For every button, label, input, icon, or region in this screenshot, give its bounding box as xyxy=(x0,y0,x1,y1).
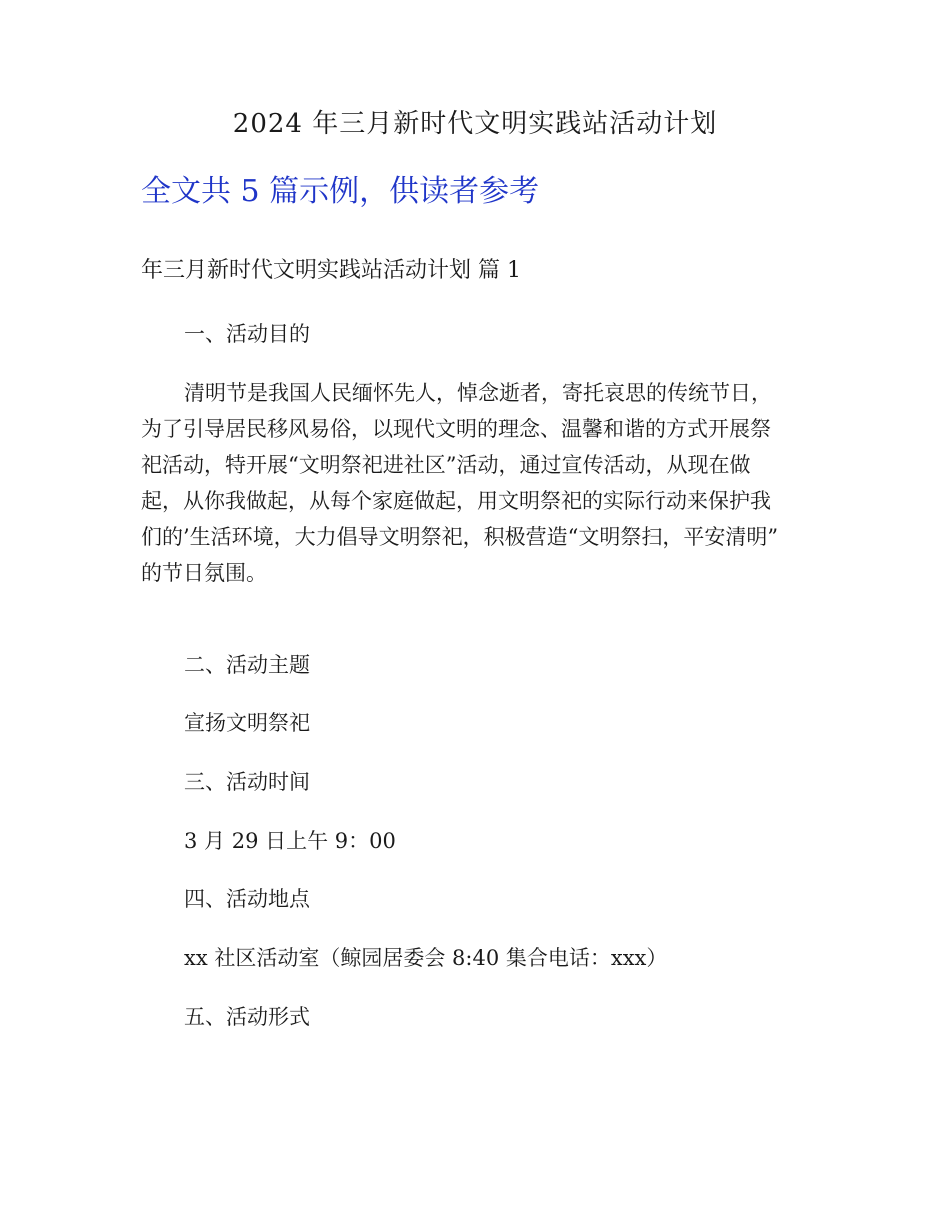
paragraph-line: 祀活动，特开展“文明祭祀进社区”活动，通过宣传活动，从现在做 xyxy=(141,453,751,477)
heading-time: 三、活动时间 xyxy=(184,770,310,794)
document-title: 2024 年三月新时代文明实践站活动计划 xyxy=(232,109,718,139)
heading-format: 五、活动形式 xyxy=(184,1005,310,1029)
time-text: 3 月 29 日上午 9：00 xyxy=(184,829,396,853)
document-subtitle: 全文共 5 篇示例，供读者参考 xyxy=(141,174,540,209)
location-text: xx 社区活动室（鲸园居委会 8:40 集合电话：xxx） xyxy=(184,946,668,970)
paragraph-line: 起，从你我做起，从每个家庭做起，用文明祭祀的实际行动来保护我 xyxy=(141,489,771,513)
paragraph-line: 为了引导居民移风易俗，以现代文明的理念、温馨和谐的方式开展祭 xyxy=(141,417,771,441)
heading-location: 四、活动地点 xyxy=(184,887,310,911)
heading-purpose: 一、活动目的 xyxy=(184,322,310,346)
section-heading: 年三月新时代文明实践站活动计划 篇 1 xyxy=(141,258,521,283)
paragraph-line: 们的’生活环境，大力倡导文明祭祀，积极营造“文明祭扫，平安清明” xyxy=(141,525,779,549)
heading-theme: 二、活动主题 xyxy=(184,653,310,677)
paragraph-line: 的节日氛围。 xyxy=(141,561,267,585)
paragraph-line: 清明节是我国人民缅怀先人，悼念逝者，寄托哀思的传统节日， xyxy=(184,381,772,405)
purpose-paragraph xyxy=(141,375,841,591)
theme-text: 宣扬文明祭祀 xyxy=(184,711,310,735)
